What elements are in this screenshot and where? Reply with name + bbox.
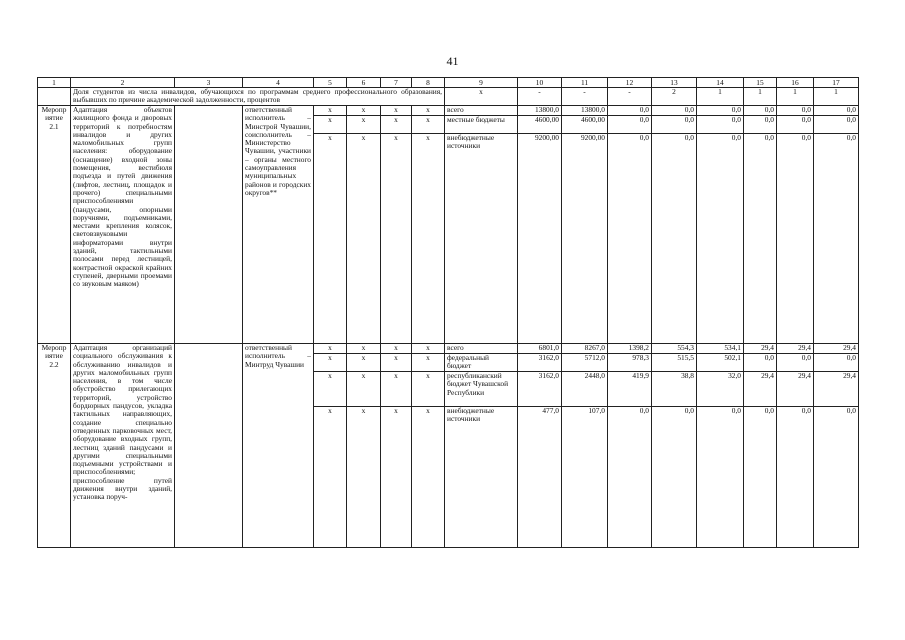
amount-cell: 419,9 bbox=[608, 372, 652, 407]
page-number: 41 bbox=[446, 54, 459, 68]
measure-description: Адаптация объектов жилищного фонда и дворовых территорий к потребностям инвалидов и других маломобильных групп населения: оборудование (оснащение) входной зоны помещения, вестибюля подъезда и путей движения (лифтов, лестниц, площадок и прочего) специальными приспособлениями (пандусами, опорными поручнями, подъемниками, местами крепления колясок, световзвуковыми информаторами внутри зданий, тактильными полосами перед лестницей, контрастной окраской крайних ступеней, дверными проемами со звуковым маяком) bbox=[71, 106, 175, 344]
code-cell: x bbox=[314, 372, 347, 407]
measure-executors: ответственный исполнитель – Минстрой Чувашии, соисполнитель – Министерство Чувашии, участники – органы местного самоуправления муниципальных районов и городских округов** bbox=[243, 106, 314, 344]
amount-cell: 0,0 bbox=[744, 407, 777, 548]
measure-description: Адаптация организаций социального обслуживания к обслуживанию инвалидов и других маломобильных групп населения, в том числе обустройство прилегающих территорий, устройство бордюрных пандусов, укладка тактильных направляющих, создание специально отведенных парковочных мест, оборудование входных групп, лестниц зданий пандусами и другими специальными подъемными устройствами и приспособлениями; приспособление путей движения внутри зданий, установка поруч- bbox=[71, 344, 175, 548]
indicator-cell: - bbox=[608, 88, 652, 106]
indicator-text: Доля студентов из числа инвалидов, обучающихся по программам среднего профессионального образования, выбывших по причине академической задолженности, процентов bbox=[71, 88, 445, 106]
amount-cell: 29,4 bbox=[744, 372, 777, 407]
amount-cell: 0,0 bbox=[777, 116, 814, 134]
amount-cell: 1398,2 bbox=[608, 344, 652, 354]
amount-cell: 502,1 bbox=[697, 354, 744, 372]
code-cell: x bbox=[314, 354, 347, 372]
amount-cell: 8267,0 bbox=[562, 344, 608, 354]
col-num: 17 bbox=[814, 78, 859, 88]
measure-label: Мероприятие 2.2 bbox=[38, 344, 71, 548]
measure-row bbox=[38, 106, 859, 116]
code-cell: x bbox=[314, 344, 347, 354]
col-num: 8 bbox=[412, 78, 445, 88]
code-cell: x bbox=[412, 106, 445, 116]
amount-cell: 32,0 bbox=[697, 372, 744, 407]
col-num: 6 bbox=[347, 78, 381, 88]
col-num: 12 bbox=[608, 78, 652, 88]
amount-cell: 0,0 bbox=[777, 106, 814, 116]
code-cell: x bbox=[381, 106, 412, 116]
amount-cell: 0,0 bbox=[814, 116, 859, 134]
funding-source: внебюджетные источники bbox=[445, 134, 518, 344]
amount-cell: 5712,0 bbox=[562, 354, 608, 372]
funding-source: федеральный бюджет bbox=[445, 354, 518, 372]
amount-cell: 0,0 bbox=[744, 116, 777, 134]
amount-cell: 0,0 bbox=[697, 116, 744, 134]
code-cell: x bbox=[347, 372, 381, 407]
amount-cell: 978,3 bbox=[608, 354, 652, 372]
amount-cell: 29,4 bbox=[777, 372, 814, 407]
indicator-row bbox=[38, 88, 859, 106]
measure-row bbox=[38, 344, 859, 354]
code-cell: x bbox=[347, 354, 381, 372]
amount-cell: 0,0 bbox=[744, 354, 777, 372]
col-num: 15 bbox=[744, 78, 777, 88]
amount-cell: 0,0 bbox=[652, 134, 697, 344]
amount-cell: 38,8 bbox=[652, 372, 697, 407]
amount-cell: 29,4 bbox=[777, 344, 814, 354]
amount-cell: 9200,00 bbox=[562, 134, 608, 344]
code-cell: x bbox=[314, 407, 347, 548]
amount-cell: 2448,0 bbox=[562, 372, 608, 407]
amount-cell: 4600,00 bbox=[518, 116, 562, 134]
amount-cell: 13800,0 bbox=[562, 106, 608, 116]
indicator-cell: x bbox=[445, 88, 518, 106]
col-num: 4 bbox=[243, 78, 314, 88]
amount-cell: 534,1 bbox=[697, 344, 744, 354]
amount-cell: 0,0 bbox=[608, 116, 652, 134]
col-num: 16 bbox=[777, 78, 814, 88]
amount-cell: 0,0 bbox=[697, 106, 744, 116]
amount-cell: 0,0 bbox=[777, 134, 814, 344]
code-cell: x bbox=[314, 116, 347, 134]
amount-cell: 0,0 bbox=[777, 354, 814, 372]
amount-cell: 0,0 bbox=[814, 354, 859, 372]
code-cell: x bbox=[347, 407, 381, 548]
code-cell: x bbox=[381, 116, 412, 134]
code-cell: x bbox=[381, 134, 412, 344]
code-cell: x bbox=[347, 134, 381, 344]
code-cell: x bbox=[381, 354, 412, 372]
code-cell: x bbox=[412, 354, 445, 372]
amount-cell: 0,0 bbox=[652, 106, 697, 116]
funding-source: местные бюджеты bbox=[445, 116, 518, 134]
amount-cell: 29,4 bbox=[744, 344, 777, 354]
code-cell: x bbox=[347, 116, 381, 134]
col-num: 11 bbox=[562, 78, 608, 88]
col-num: 3 bbox=[175, 78, 243, 88]
amount-cell: 0,0 bbox=[744, 106, 777, 116]
amount-cell: 0,0 bbox=[697, 134, 744, 344]
amount-cell: 554,3 bbox=[652, 344, 697, 354]
amount-cell: 107,0 bbox=[562, 407, 608, 548]
amount-cell: 4600,00 bbox=[562, 116, 608, 134]
amount-cell: 29,4 bbox=[814, 372, 859, 407]
funding-source: республиканский бюджет Чувашской Республики bbox=[445, 372, 518, 407]
measure-executors: ответственный исполнитель – Минтруд Чувашии bbox=[243, 344, 314, 548]
code-cell: x bbox=[412, 372, 445, 407]
amount-cell: 3162,0 bbox=[518, 372, 562, 407]
col-num: 2 bbox=[71, 78, 175, 88]
amount-cell: 0,0 bbox=[608, 407, 652, 548]
amount-cell: 0,0 bbox=[814, 106, 859, 116]
indicator-cell: 2 bbox=[652, 88, 697, 106]
code-cell: x bbox=[347, 106, 381, 116]
col-num: 14 bbox=[697, 78, 744, 88]
amount-cell: 0,0 bbox=[777, 407, 814, 548]
col-num: 9 bbox=[445, 78, 518, 88]
amount-cell: 0,0 bbox=[814, 134, 859, 344]
measure-label: Мероприятие 2.1 bbox=[38, 106, 71, 344]
indicator-cell: 1 bbox=[814, 88, 859, 106]
funding-source: всего bbox=[445, 344, 518, 354]
amount-cell: 29,4 bbox=[814, 344, 859, 354]
amount-cell: 515,5 bbox=[652, 354, 697, 372]
col-num: 1 bbox=[38, 78, 71, 88]
col-num: 13 bbox=[652, 78, 697, 88]
amount-cell: 0,0 bbox=[814, 407, 859, 548]
code-cell: x bbox=[412, 407, 445, 548]
program-table bbox=[37, 77, 859, 548]
amount-cell: 0,0 bbox=[608, 134, 652, 344]
amount-cell: 0,0 bbox=[652, 407, 697, 548]
code-cell: x bbox=[412, 344, 445, 354]
indicator-cell: 1 bbox=[777, 88, 814, 106]
amount-cell: 13800,0 bbox=[518, 106, 562, 116]
amount-cell: 0,0 bbox=[652, 116, 697, 134]
amount-cell: 3162,0 bbox=[518, 354, 562, 372]
code-cell: x bbox=[314, 134, 347, 344]
code-cell: x bbox=[412, 134, 445, 344]
code-cell: x bbox=[381, 407, 412, 548]
col-num: 10 bbox=[518, 78, 562, 88]
amount-cell: 0,0 bbox=[697, 407, 744, 548]
col-num: 5 bbox=[314, 78, 347, 88]
code-cell: x bbox=[381, 372, 412, 407]
indicator-cell: - bbox=[518, 88, 562, 106]
amount-cell: 477,0 bbox=[518, 407, 562, 548]
indicator-cell: 1 bbox=[697, 88, 744, 106]
amount-cell: 0,0 bbox=[744, 134, 777, 344]
indicator-cell: - bbox=[562, 88, 608, 106]
code-cell: x bbox=[314, 106, 347, 116]
code-cell: x bbox=[381, 344, 412, 354]
code-cell: x bbox=[412, 116, 445, 134]
amount-cell: 9200,00 bbox=[518, 134, 562, 344]
col-num: 7 bbox=[381, 78, 412, 88]
amount-cell: 0,0 bbox=[608, 106, 652, 116]
code-cell: x bbox=[347, 344, 381, 354]
indicator-cell: 1 bbox=[744, 88, 777, 106]
amount-cell: 6801,0 bbox=[518, 344, 562, 354]
funding-source: внебюджетные источники bbox=[445, 407, 518, 548]
column-number-row bbox=[38, 78, 859, 88]
funding-source: всего bbox=[445, 106, 518, 116]
